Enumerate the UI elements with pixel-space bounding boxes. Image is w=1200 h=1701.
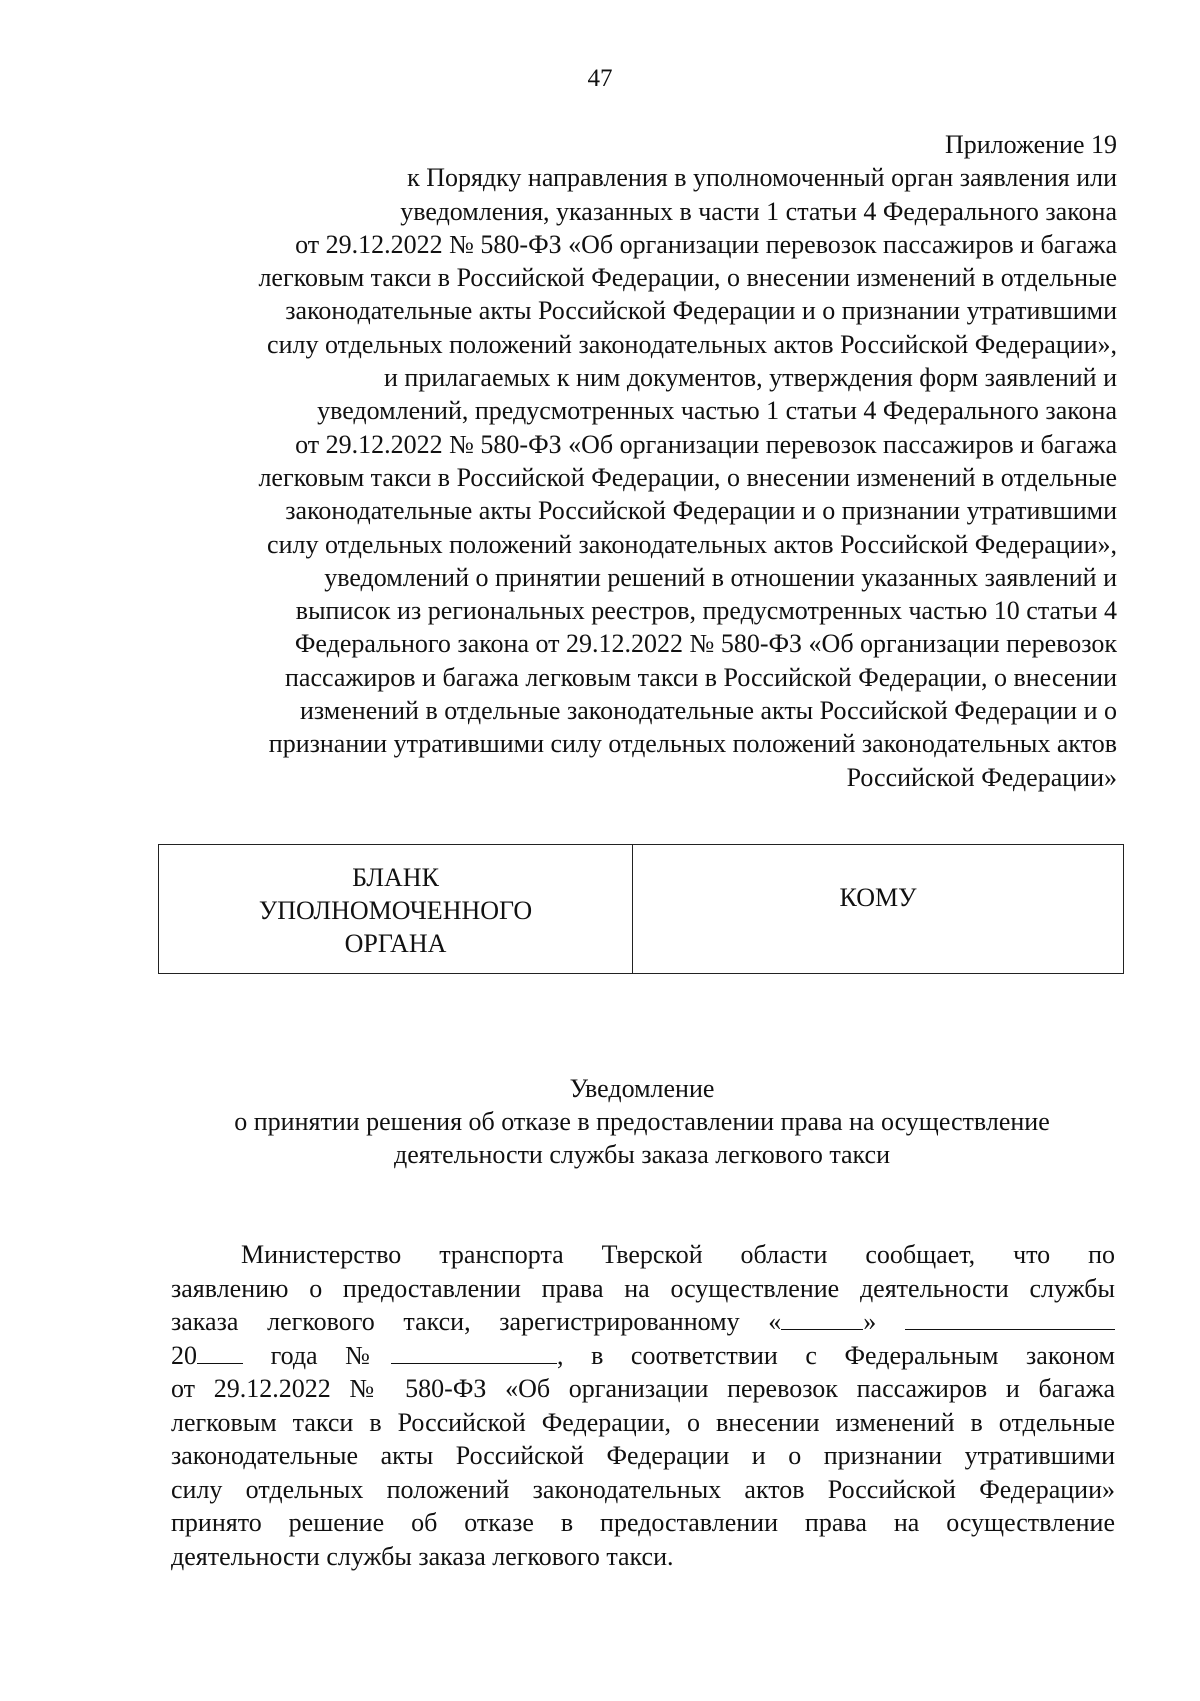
number-blank xyxy=(391,1339,557,1364)
appendix-line: признании утратившими силу отдельных положений законодательных актов xyxy=(268,729,1117,759)
appendix-line: к Порядку направления в уполномоченный орган заявления или xyxy=(407,163,1117,193)
appendix-line: выписок из региональных реестров, предусмотренных частью 10 статьи 4 xyxy=(295,596,1117,626)
body-line: Министерство транспорта Тверской области сообщает, что по xyxy=(241,1240,1115,1269)
month-blank xyxy=(905,1305,1115,1330)
appendix-line: уведомлений, предусмотренных частью 1 статьи 4 Федерального закона xyxy=(317,396,1117,426)
body-line-registration xyxy=(171,1305,1115,1339)
appendix-line: уведомлений о принятии решений в отношении указанных заявлений и xyxy=(324,562,1117,592)
page-number: 47 xyxy=(587,65,613,92)
appendix-line: Российской Федерации» xyxy=(846,762,1117,792)
appendix-line: силу отдельных положений законодательных актов Российской Федерации», xyxy=(267,529,1117,559)
day-blank xyxy=(781,1305,863,1330)
letterhead-line: БЛАНК xyxy=(352,862,439,892)
appendix-line: силу отдельных положений законодательных актов Российской Федерации», xyxy=(267,329,1117,359)
body-line: от 29.12.2022 № 580-ФЗ «Об организации перевозок пассажиров и багажа xyxy=(171,1374,1115,1403)
body-line: легковым такси в Российской Федерации, о внесении изменений в отдельные xyxy=(171,1407,1115,1437)
body-line: деятельности службы заказа легкового такси. xyxy=(171,1541,674,1571)
appendix-line: пассажиров и багажа легковым такси в Российской Федерации, о внесении xyxy=(285,662,1117,692)
authority-letterhead-cell xyxy=(159,845,633,973)
notice-body xyxy=(171,1238,1115,1573)
appendix-header xyxy=(157,128,1117,794)
body-line: силу отдельных положений законодательных актов Российской Федерации» xyxy=(171,1474,1115,1504)
appendix-line: от 29.12.2022 № 580-ФЗ «Об организации перевозок пассажиров и багажа xyxy=(295,429,1117,459)
appendix-line: легковым такси в Российской Федерации, о внесении изменений в отдельные xyxy=(258,263,1117,293)
notice-title-line: о принятии решения об отказе в предоставлении права на осуществление xyxy=(234,1107,1050,1136)
header-table xyxy=(158,844,1124,974)
notice-title-line: деятельности службы заказа легкового такси xyxy=(394,1140,890,1169)
appendix-line: от 29.12.2022 № 580-ФЗ «Об организации перевозок пассажиров и багажа xyxy=(295,229,1117,259)
appendix-line: и прилагаемых к ним документов, утверждения форм заявлений и xyxy=(383,363,1117,393)
year-prefix: 20 xyxy=(171,1340,197,1370)
year-word: года № xyxy=(270,1340,392,1370)
notice-title-line: Уведомление xyxy=(569,1074,715,1103)
appendix-line: Приложение 19 xyxy=(944,130,1117,159)
year-blank xyxy=(197,1339,243,1364)
notice-title xyxy=(0,1072,1200,1171)
recipient-label: КОМУ xyxy=(839,883,917,912)
quote-close: » xyxy=(863,1307,877,1336)
appendix-line: изменений в отдельные законодательные акты Российской Федерации и о xyxy=(299,696,1117,726)
recipient-cell xyxy=(633,845,1123,973)
appendix-line: законодательные акты Российской Федерации и о признании утратившими xyxy=(285,496,1117,526)
body-line: принято решение об отказе в предоставлении права на осуществление xyxy=(171,1508,1115,1537)
registration-prefix: заказа легкового такси, зарегистрированному « xyxy=(171,1307,782,1336)
appendix-line: законодательные акты Российской Федерации и о признании утратившими xyxy=(285,296,1117,326)
appendix-line: Федерального закона от 29.12.2022 № 580-ФЗ «Об организации перевозок xyxy=(294,629,1117,659)
letterhead-line: УПОЛНОМОЧЕННОГО xyxy=(258,895,533,925)
body-line-date-number xyxy=(171,1339,1115,1373)
appendix-line: уведомления, указанных в части 1 статьи 4 Федерального закона xyxy=(400,196,1117,226)
law-reference: , в соответствии с Федеральным законом xyxy=(557,1340,1115,1370)
body-line: законодательные акты Российской Федерации и о признании утратившими xyxy=(171,1441,1115,1470)
body-line: заявлению о предоставлении права на осуществление деятельности службы xyxy=(171,1273,1115,1303)
letterhead-line: ОРГАНА xyxy=(344,928,447,958)
appendix-line: легковым такси в Российской Федерации, о внесении изменений в отдельные xyxy=(258,462,1117,492)
